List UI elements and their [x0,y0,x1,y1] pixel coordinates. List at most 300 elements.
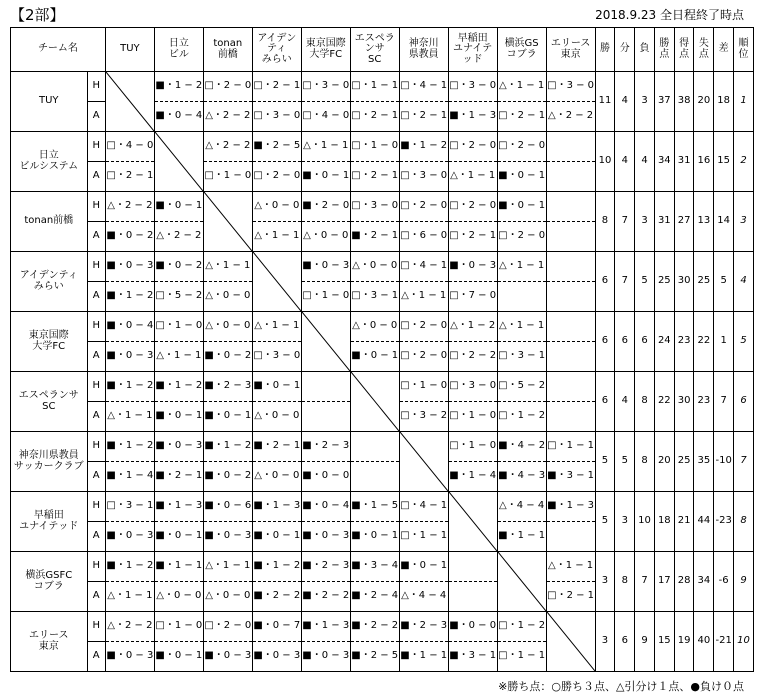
self-match-cell [203,192,252,252]
stat-goal-diff: -10 [714,432,734,492]
match-score-cell: □・1 − 1 [546,432,595,462]
stat-wins: 3 [595,612,615,672]
match-score-cell [301,402,350,432]
match-score-cell: ■・1 − 2 [105,372,154,402]
match-score-cell: ■・0 − 1 [350,342,399,372]
match-score-cell: □・2 − 0 [203,72,252,102]
match-score-cell: ■・0 − 3 [203,642,252,672]
stat-points: 34 [654,132,674,192]
stat-goals-against: 35 [694,432,714,492]
match-score-cell: □・1 − 0 [301,282,350,312]
match-score-cell: ■・2 − 3 [203,372,252,402]
match-score-cell [350,432,399,462]
match-score-cell: □・4 − 1 [399,252,448,282]
match-score-cell: ■・0 − 1 [154,522,203,552]
match-score-cell: □・2 − 1 [399,102,448,132]
match-score-cell: □・2 − 0 [399,312,448,342]
league-table [10,27,754,672]
match-score-cell: □・3 − 1 [350,282,399,312]
match-score-cell: ■・2 − 5 [350,642,399,672]
stat-header-rank: 順 位 [734,28,754,72]
stat-draws: 6 [615,312,635,372]
match-score-cell: △・2 − 2 [105,192,154,222]
self-match-cell [301,312,350,372]
home-away-label: A [87,282,105,312]
stat-points: 22 [654,372,674,432]
stat-header-draws: 分 [615,28,635,72]
match-score-cell: □・3 − 2 [399,402,448,432]
match-score-cell: △・1 − 1 [105,402,154,432]
table-row [11,552,754,582]
match-score-cell: △・1 − 1 [203,552,252,582]
match-score-cell: □・3 − 0 [252,102,301,132]
home-away-label: H [87,432,105,462]
match-score-cell: △・2 − 2 [203,102,252,132]
match-score-cell: □・4 − 0 [105,132,154,162]
match-score-cell: ■・4 − 3 [497,462,546,492]
match-score-cell: □・3 − 0 [350,192,399,222]
stat-goal-diff: 18 [714,72,734,132]
stat-rank: 10 [734,612,754,672]
stat-losses: 10 [635,492,655,552]
stat-wins: 6 [595,312,615,372]
match-score-cell: ■・0 − 3 [252,642,301,672]
stat-losses: 8 [635,372,655,432]
match-score-cell: △・2 − 2 [203,132,252,162]
match-score-cell: ■・0 − 7 [252,612,301,642]
match-score-cell: ■・0 − 3 [105,252,154,282]
home-away-label: A [87,402,105,432]
stat-draws: 4 [615,372,635,432]
match-score-cell: ■・1 − 3 [154,492,203,522]
stat-losses: 3 [635,72,655,132]
stat-draws: 4 [615,132,635,192]
stat-goals-for: 28 [674,552,694,612]
stat-goals-against: 25 [694,252,714,312]
stat-goals-against: 40 [694,612,714,672]
match-score-cell: ■・0 − 1 [399,552,448,582]
status-text: 2018.9.23 全日程終了時点 [595,8,744,22]
stat-goals-for: 19 [674,612,694,672]
stat-wins: 3 [595,552,615,612]
match-score-cell: □・3 − 0 [252,342,301,372]
match-score-cell: □・1 − 0 [203,162,252,192]
match-score-cell: □・1 − 0 [448,402,497,432]
stat-points: 37 [654,72,674,132]
stat-draws: 7 [615,192,635,252]
stat-points: 20 [654,432,674,492]
stat-draws: 7 [615,252,635,312]
match-score-cell [546,312,595,342]
match-score-cell: ■・1 − 5 [350,492,399,522]
match-score-cell [546,372,595,402]
match-score-cell: △・0 − 0 [203,282,252,312]
match-score-cell: ■・1 − 2 [154,372,203,402]
opponent-header: TUY [105,28,154,72]
match-score-cell: □・1 − 0 [154,612,203,642]
match-score-cell: ■・2 − 1 [154,462,203,492]
match-score-cell: △・1 − 1 [448,162,497,192]
stat-goals-for: 38 [674,72,694,132]
match-score-cell: △・1 − 1 [203,252,252,282]
match-score-cell: △・1 − 1 [301,132,350,162]
home-away-label: A [87,642,105,672]
stat-wins: 10 [595,132,615,192]
self-match-cell [497,552,546,612]
match-score-cell: ■・0 − 1 [301,162,350,192]
stat-losses: 7 [635,552,655,612]
match-score-cell: △・1 − 1 [497,72,546,102]
match-score-cell: △・0 − 0 [252,402,301,432]
match-score-cell: △・4 − 4 [497,492,546,522]
match-score-cell: ■・1 − 4 [448,462,497,492]
stat-points: 17 [654,552,674,612]
stat-rank: 2 [734,132,754,192]
stat-goals-for: 31 [674,132,694,192]
opponent-header: 横浜GS コブラ [497,28,546,72]
match-score-cell: □・2 − 0 [252,162,301,192]
stat-losses: 8 [635,432,655,492]
self-match-cell [399,432,448,492]
match-score-cell: ■・1 − 3 [448,102,497,132]
stat-goal-diff: 14 [714,192,734,252]
match-score-cell: □・1 − 1 [497,642,546,672]
stat-draws: 5 [615,432,635,492]
match-score-cell: △・0 − 0 [252,462,301,492]
home-away-label: A [87,522,105,552]
match-score-cell [546,252,595,282]
match-score-cell: □・3 − 0 [448,72,497,102]
match-score-cell: ■・2 − 3 [399,612,448,642]
match-score-cell: ■・0 − 3 [301,252,350,282]
match-score-cell: □・3 − 1 [497,342,546,372]
match-score-cell: ■・3 − 4 [350,552,399,582]
stat-goals-for: 23 [674,312,694,372]
match-score-cell: ■・1 − 3 [546,492,595,522]
self-match-cell [546,612,595,672]
page-title: 【2部】 [10,6,65,24]
home-away-label: H [87,312,105,342]
match-score-cell: ■・0 − 1 [497,192,546,222]
self-match-cell [350,372,399,432]
match-score-cell: □・4 − 1 [399,492,448,522]
team-name: 東京国際 大学FC [11,312,88,372]
match-score-cell: ■・0 − 3 [448,252,497,282]
opponent-header: 日立 ビル [154,28,203,72]
match-score-cell: ■・2 − 2 [350,612,399,642]
match-score-cell: ■・0 − 2 [154,252,203,282]
match-score-cell: □・2 − 0 [497,222,546,252]
match-score-cell: ■・2 − 4 [350,582,399,612]
stat-wins: 8 [595,192,615,252]
match-score-cell: □・1 − 1 [350,72,399,102]
home-away-label: A [87,462,105,492]
table-row [11,432,754,462]
match-score-cell: ■・0 − 1 [154,642,203,672]
match-score-cell: ■・2 − 2 [252,582,301,612]
stat-wins: 5 [595,432,615,492]
match-score-cell: □・2 − 0 [399,342,448,372]
stat-draws: 6 [615,612,635,672]
match-score-cell [497,282,546,312]
stat-goal-diff: -6 [714,552,734,612]
match-score-cell: △・2 − 2 [105,612,154,642]
team-name: tonan前橋 [11,192,88,252]
match-score-cell: □・6 − 0 [399,222,448,252]
match-score-cell: △・2 − 2 [546,102,595,132]
match-score-cell: △・0 − 0 [350,312,399,342]
match-score-cell: ■・0 − 3 [301,522,350,552]
stat-goal-diff: 5 [714,252,734,312]
stat-goals-against: 16 [694,132,714,192]
table-row [11,192,754,222]
opponent-header: 東京国際 大学FC [301,28,350,72]
match-score-cell: △・1 − 1 [399,282,448,312]
match-score-cell: △・2 − 2 [154,222,203,252]
match-score-cell: ■・1 − 2 [105,552,154,582]
match-score-cell: ■・0 − 1 [350,522,399,552]
table-row [11,312,754,342]
match-score-cell [350,462,399,492]
match-score-cell: □・3 − 1 [105,492,154,522]
team-name: TUY [11,72,88,132]
match-score-cell: ■・0 − 3 [154,432,203,462]
home-away-label: A [87,162,105,192]
stat-goals-against: 13 [694,192,714,252]
match-score-cell: ■・0 − 1 [154,402,203,432]
match-score-cell: □・1 − 0 [154,312,203,342]
match-score-cell: □・2 − 1 [350,102,399,132]
match-score-cell: ■・1 − 2 [252,552,301,582]
stat-header-losses: 負 [635,28,655,72]
match-score-cell: ■・1 − 2 [105,282,154,312]
stat-goals-against: 22 [694,312,714,372]
home-away-label: A [87,222,105,252]
match-score-cell: ■・2 − 5 [252,132,301,162]
opponent-header: tonan 前橋 [203,28,252,72]
match-score-cell: □・1 − 0 [350,132,399,162]
stat-losses: 5 [635,252,655,312]
match-score-cell [546,402,595,432]
stat-points: 25 [654,252,674,312]
home-away-label: H [87,192,105,222]
home-away-label: H [87,372,105,402]
match-score-cell: △・0 − 0 [252,192,301,222]
stat-rank: 3 [734,192,754,252]
match-score-cell [448,582,497,612]
match-score-cell: □・3 − 0 [301,72,350,102]
stat-draws: 3 [615,492,635,552]
team-name: 早稲田 ユナイテッド [11,492,88,552]
stat-goals-against: 23 [694,372,714,432]
stat-losses: 4 [635,132,655,192]
match-score-cell: ■・0 − 1 [154,192,203,222]
stat-wins: 6 [595,372,615,432]
match-score-cell: ■・2 − 1 [350,222,399,252]
match-score-cell: ■・2 − 3 [301,552,350,582]
team-name: エスペランサ SC [11,372,88,432]
match-score-cell: □・2 − 2 [448,342,497,372]
match-score-cell: □・5 − 2 [497,372,546,402]
match-score-cell: □・2 − 1 [497,102,546,132]
match-score-cell: △・4 − 4 [399,582,448,612]
match-score-cell: ■・3 − 1 [546,462,595,492]
stat-header-goals-against: 失 点 [694,28,714,72]
match-score-cell: □・1 − 0 [399,372,448,402]
match-score-cell: ■・0 − 3 [203,522,252,552]
match-score-cell: □・3 − 0 [399,162,448,192]
stat-goal-diff: 1 [714,312,734,372]
self-match-cell [252,252,301,312]
match-score-cell: ■・0 − 2 [203,342,252,372]
self-match-cell [448,492,497,552]
match-score-cell [448,552,497,582]
team-name: 横浜GSFC コブラ [11,552,88,612]
team-name: 日立 ビルシステム [11,132,88,192]
stat-goals-against: 34 [694,552,714,612]
stat-wins: 11 [595,72,615,132]
match-score-cell: △・1 − 1 [154,342,203,372]
match-score-cell: □・1 − 1 [399,522,448,552]
points-footnote: ※勝ち点：○勝ち３点、△引分け１点、●負け０点 [498,680,744,693]
match-score-cell: □・2 − 0 [448,132,497,162]
match-score-cell: ■・0 − 1 [497,162,546,192]
stat-wins: 5 [595,492,615,552]
match-score-cell: ■・1 − 1 [399,642,448,672]
stat-goals-for: 21 [674,492,694,552]
stat-draws: 8 [615,552,635,612]
match-score-cell: ■・0 − 3 [301,642,350,672]
home-away-label: A [87,342,105,372]
match-score-cell: ■・2 − 0 [301,192,350,222]
match-score-cell: ■・0 − 3 [105,342,154,372]
match-score-cell: ■・3 − 1 [448,642,497,672]
opponent-header: アイデンティ みらい [252,28,301,72]
match-score-cell: △・1 − 2 [448,312,497,342]
stat-goals-against: 20 [694,72,714,132]
table-row [11,72,754,102]
stat-header-wins: 勝 [595,28,615,72]
stat-goal-diff: 15 [714,132,734,192]
match-score-cell [546,192,595,222]
stat-goal-diff: 7 [714,372,734,432]
match-score-cell: △・1 − 1 [497,252,546,282]
table-row [11,612,754,642]
opponent-header: エスペランサ SC [350,28,399,72]
stat-goals-for: 30 [674,252,694,312]
match-score-cell: □・2 − 0 [399,192,448,222]
match-score-cell: △・0 − 0 [203,582,252,612]
home-away-label: H [87,72,105,102]
match-score-cell: ■・0 − 3 [105,522,154,552]
match-score-cell: □・2 − 1 [350,162,399,192]
match-score-cell: □・4 − 0 [301,102,350,132]
header-row [11,28,754,72]
match-score-cell: ■・1 − 2 [399,132,448,162]
match-score-cell: ■・0 − 1 [252,372,301,402]
match-score-cell: ■・0 − 0 [301,462,350,492]
stat-draws: 4 [615,72,635,132]
stat-points: 31 [654,192,674,252]
match-score-cell: □・2 − 0 [203,612,252,642]
match-score-cell: ■・0 − 4 [154,102,203,132]
match-score-cell: ■・1 − 4 [105,462,154,492]
stat-losses: 9 [635,612,655,672]
match-score-cell: □・2 − 0 [448,192,497,222]
match-score-cell: ■・0 − 0 [448,612,497,642]
match-score-cell: △・0 − 0 [301,222,350,252]
match-score-cell: △・1 − 1 [252,222,301,252]
stat-header-points: 勝 点 [654,28,674,72]
match-score-cell: ■・0 − 1 [252,522,301,552]
self-match-cell [154,132,203,192]
match-score-cell: □・2 − 0 [497,132,546,162]
stat-losses: 6 [635,312,655,372]
stat-rank: 5 [734,312,754,372]
match-score-cell [546,282,595,312]
match-score-cell: □・3 − 0 [546,72,595,102]
opponent-header: エリース 東京 [546,28,595,72]
match-score-cell: □・1 − 0 [448,432,497,462]
stat-rank: 6 [734,372,754,432]
match-score-cell: ■・0 − 1 [203,402,252,432]
match-score-cell: □・5 − 2 [154,282,203,312]
stat-points: 24 [654,312,674,372]
match-score-cell: ■・0 − 2 [203,462,252,492]
match-score-cell: △・1 − 1 [105,582,154,612]
table-row [11,252,754,282]
home-away-label: H [87,252,105,282]
stat-goals-against: 44 [694,492,714,552]
home-away-label: H [87,612,105,642]
match-score-cell: □・2 − 1 [252,72,301,102]
stat-rank: 4 [734,252,754,312]
match-score-cell [546,522,595,552]
match-score-cell: ■・0 − 4 [301,492,350,522]
match-score-cell: ■・1 − 1 [154,552,203,582]
match-score-cell [546,342,595,372]
stat-wins: 6 [595,252,615,312]
home-away-label: A [87,102,105,132]
stat-goal-diff: -23 [714,492,734,552]
match-score-cell: △・0 − 0 [350,252,399,282]
stat-header-goals-for: 得 点 [674,28,694,72]
match-score-cell: ■・0 − 3 [105,642,154,672]
match-score-cell: □・4 − 1 [399,72,448,102]
match-score-cell: □・2 − 1 [105,162,154,192]
match-score-cell: ■・0 − 2 [105,222,154,252]
stat-header-goal-diff: 差 [714,28,734,72]
match-score-cell: ■・1 − 3 [252,492,301,522]
table-row [11,132,754,162]
match-score-cell: ■・0 − 4 [105,312,154,342]
match-score-cell: ■・2 − 3 [301,432,350,462]
stat-points: 15 [654,612,674,672]
team-name: アイデンティ みらい [11,252,88,312]
match-score-cell: △・0 − 0 [203,312,252,342]
stat-goals-for: 27 [674,192,694,252]
opponent-header: 神奈川 県教員 [399,28,448,72]
match-score-cell: ■・1 − 2 [203,432,252,462]
match-score-cell [546,132,595,162]
stat-losses: 3 [635,192,655,252]
match-score-cell [546,222,595,252]
stat-rank: 8 [734,492,754,552]
match-score-cell: ■・2 − 1 [252,432,301,462]
stat-goals-for: 30 [674,372,694,432]
match-score-cell: △・0 − 0 [154,582,203,612]
stat-rank: 1 [734,72,754,132]
